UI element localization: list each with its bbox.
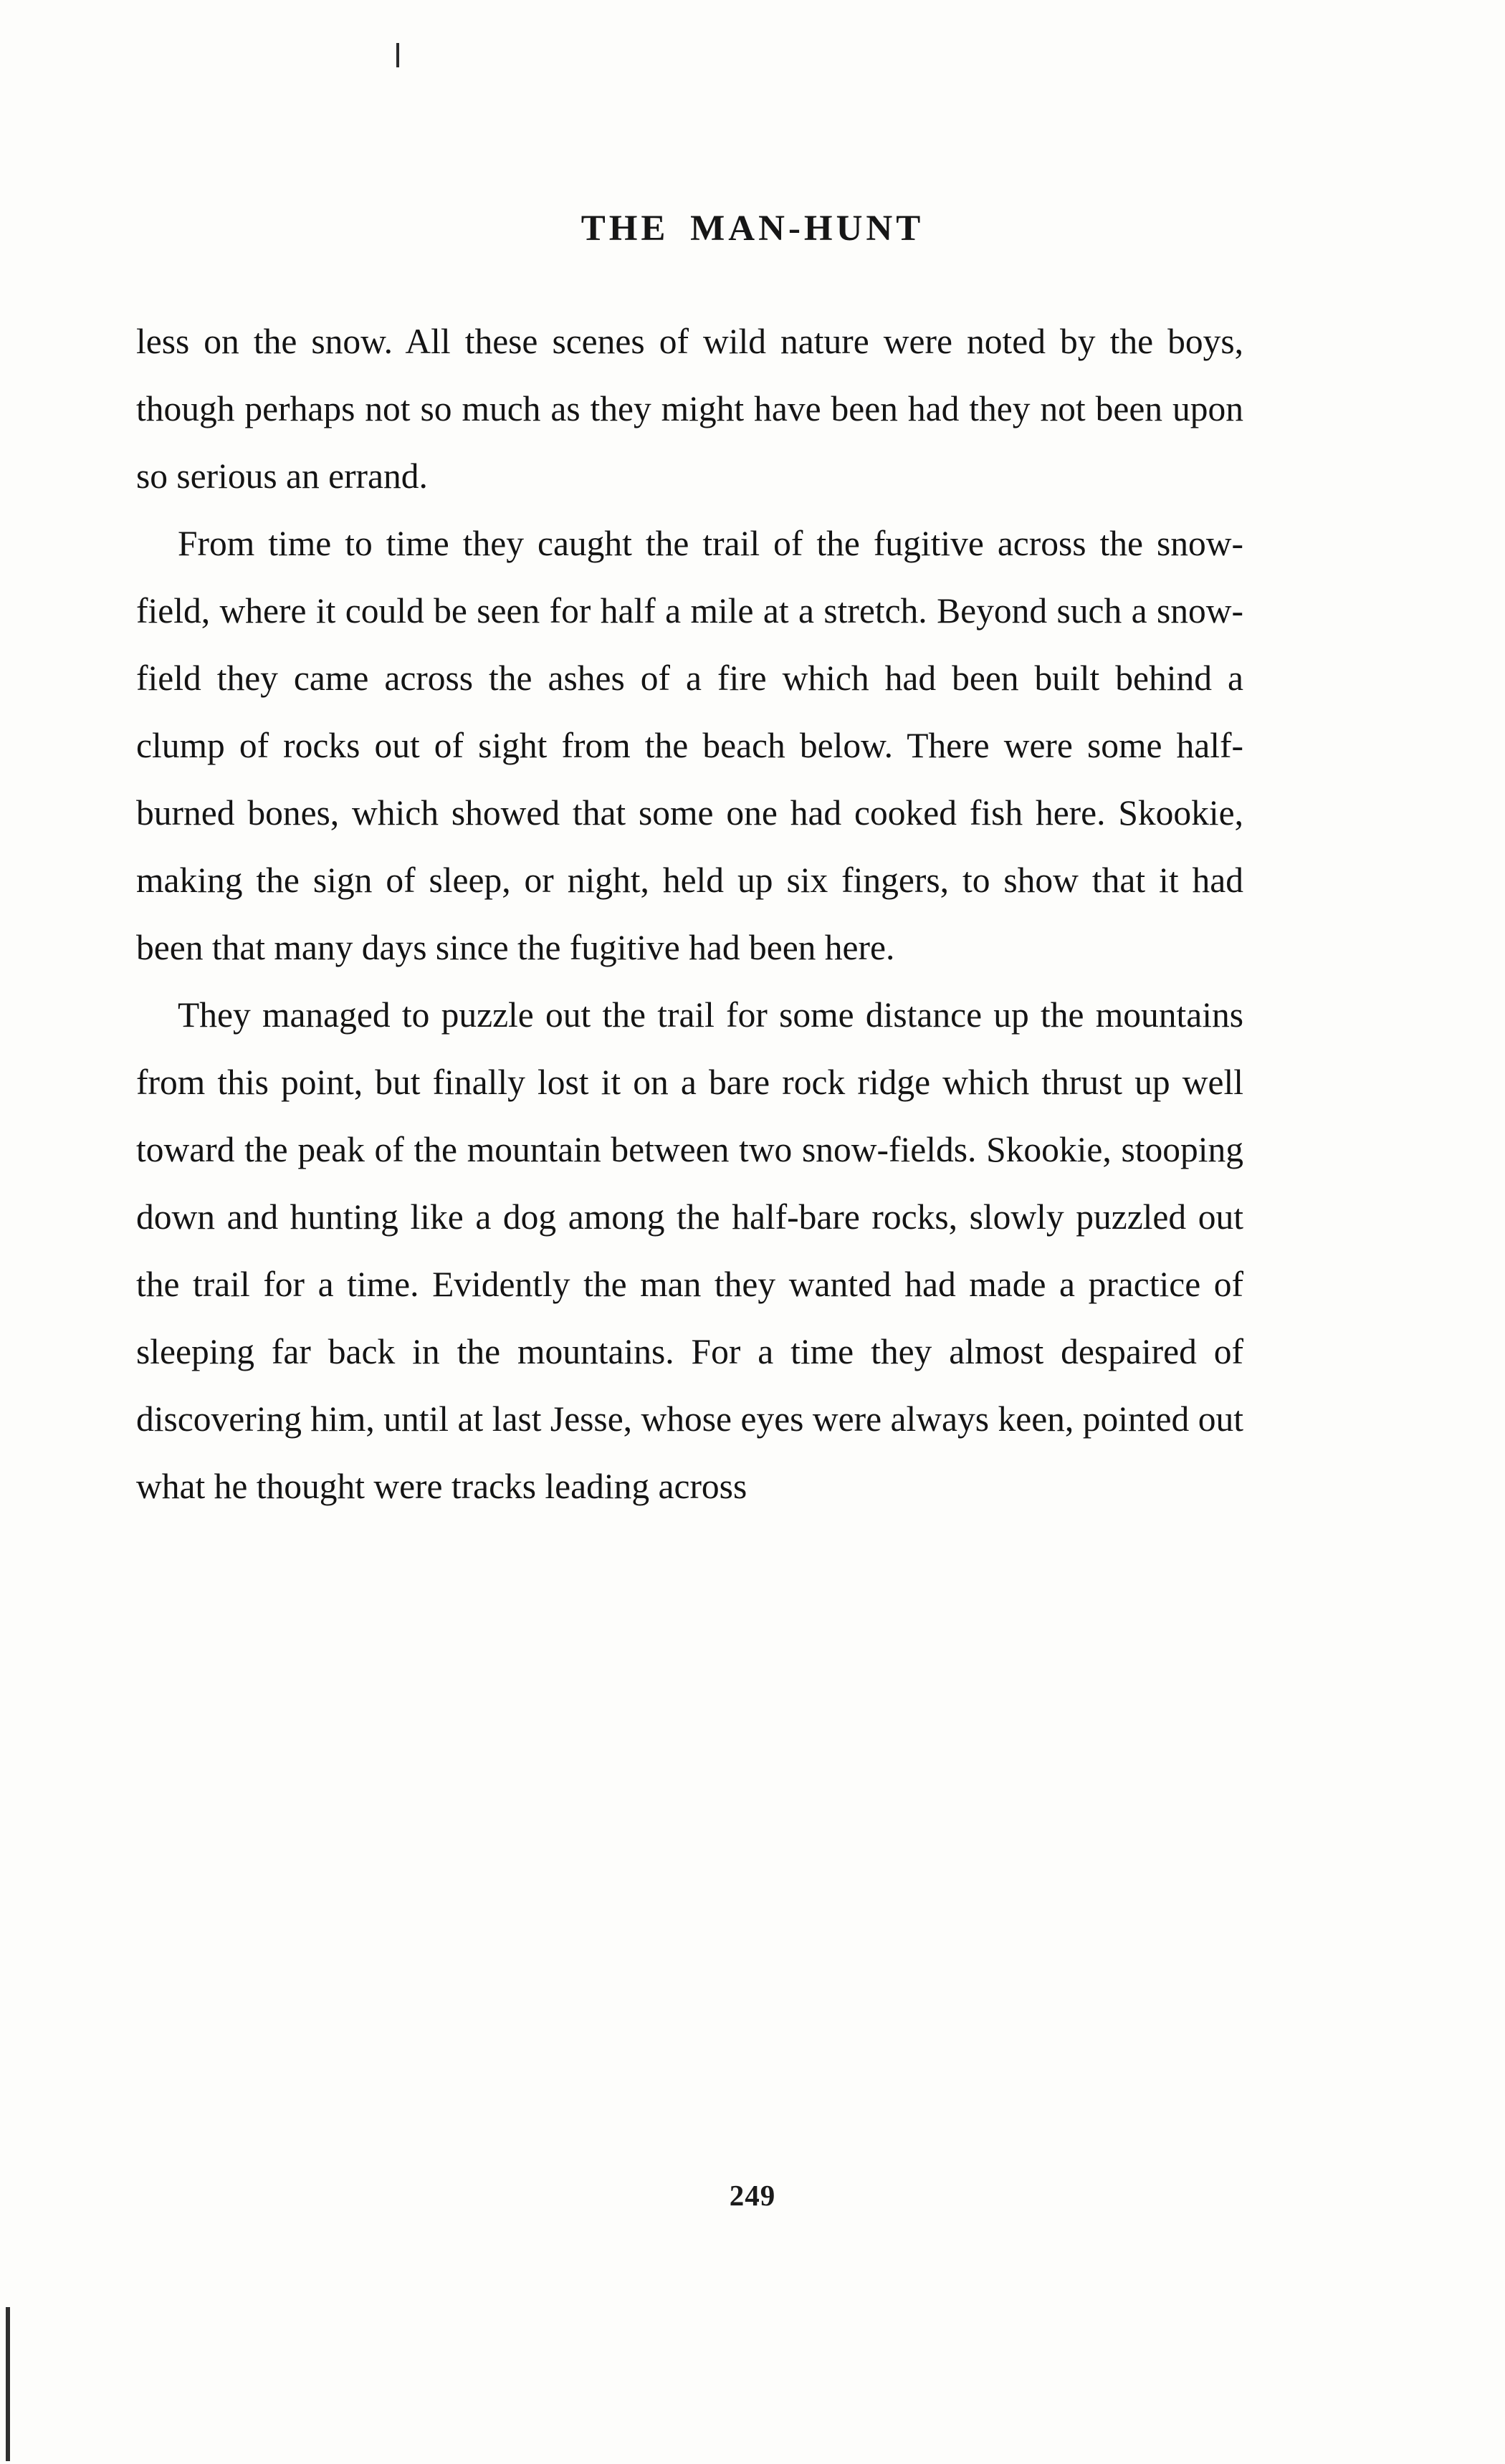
paragraph-1: less on the snow. All these scenes of wild nature were noted by the boys, though perhaps not so much as they might have been had they not been upon so serious an errand. <box>136 322 1243 496</box>
running-head: THE MAN-HUNT <box>580 208 924 249</box>
page-number: 249 <box>729 2179 776 2212</box>
paragraph-2: From time to time they caught the trail of the fugitive across the snow-field, where it could be seen for half a mile at a stretch. Beyond such a snow-field they came across the ashes of a fire which had been built behind a clump of rocks out of sight from the beach below. There were some half-burned bones, which showed that some one had cooked fish here. Skookie, making the sign of sleep, or night, held up six fingers, to show that it had been that many days since the fugitive had been here. <box>136 524 1243 967</box>
body-text <box>136 308 1243 1520</box>
top-register-mark <box>396 43 399 67</box>
left-edge-scan-artifact <box>6 2307 10 2461</box>
paragraph-3: They managed to puzzle out the trail for some distance up the mountains from this point, but finally lost it on a bare rock ridge which thrust up well toward the peak of the mountain between two snow-fields. Skookie, stooping down and hunting like a dog among the half-bare rocks, slowly puzzled out the trail for a time. Evidently the man they wanted had made a practice of sleeping far back in the mountains. For a time they almost despaired of discovering him, until at last Jesse, whose eyes were always keen, pointed out what he thought were tracks leading across <box>136 995 1243 1506</box>
